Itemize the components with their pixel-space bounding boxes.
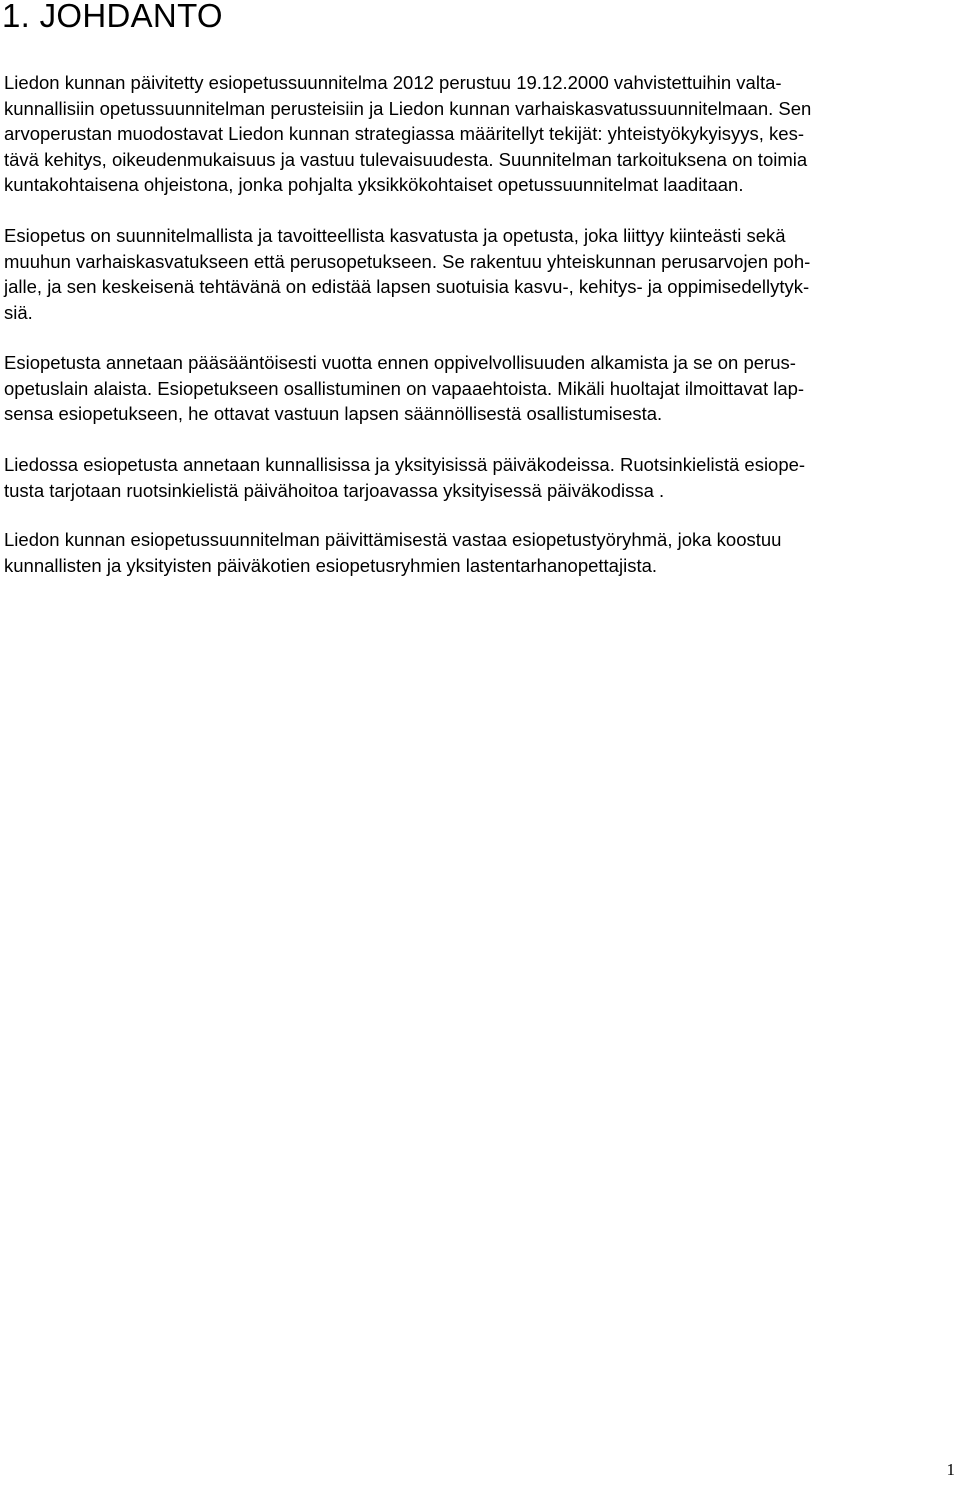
page-number: 1	[946, 1460, 955, 1479]
text-line: kunnallisiin opetussuunnitelman perusteisiin ja Liedon kunnan varhaiskasvatussuunnitelmaan. Sen	[4, 97, 812, 119]
text-line: tävä kehitys, oikeudenmukaisuus ja vastuu tulevaisuudesta. Suunnitelman tarkoituksena on toimia	[4, 148, 808, 170]
text-line: muuhun varhaiskasvatukseen että perusopetukseen. Se rakentuu yhteiskunnan perusarvojen poh-	[4, 250, 811, 272]
paragraph-intro	[4, 70, 960, 198]
paragraph-liedossa	[4, 452, 960, 503]
text-line: opetuslain alaista. Esiopetukseen osallistuminen on vapaaehtoista. Mikäli huoltajat ilmoittavat lap-	[4, 377, 805, 399]
text-line: sensa esiopetukseen, he ottavat vastuun lapsen säännöllisestä osallistumisesta.	[4, 403, 663, 424]
paragraph-esiopetus	[4, 223, 960, 325]
page-title: 1. JOHDANTO	[2, 0, 223, 34]
text-line: siä.	[4, 301, 33, 323]
paragraph-tyoryhma	[4, 527, 960, 578]
text-line: Liedon kunnan päivitetty esiopetussuunnitelma 2012 perustuu 19.12.2000 vahvistettuihin valta-	[4, 72, 782, 93]
text-line: Esiopetus on suunnitelmallista ja tavoitteellista kasvatusta ja opetusta, joka liittyy kiinteästi sekä	[4, 225, 786, 246]
text-line: arvoperustan muodostavat Liedon kunnan strategiassa määritellyt tekijät: yhteistyökykyisyys, kes-	[4, 123, 804, 144]
paragraph-annetaan	[4, 350, 960, 427]
text-line: Liedon kunnan esiopetussuunnitelman päivittämisestä vastaa esiopetustyöryhmä, joka koostuu	[4, 529, 782, 550]
text-line: Esiopetusta annetaan pääsääntöisesti vuotta ennen oppivelvollisuuden alkamista ja se on perus-	[4, 352, 796, 373]
text-line: jalle, ja sen keskeisenä tehtävänä on edistää lapsen suotuisia kasvu-, kehitys- ja oppimisedellytyk-	[4, 276, 810, 297]
text-line: tusta tarjotaan ruotsinkielistä päivähoitoa tarjoavassa yksityisessä päiväkodissa .	[4, 479, 665, 501]
text-line: kunnallisten ja yksityisten päiväkotien esiopetusryhmien lastentarhanopettajista.	[4, 554, 658, 576]
text-line: Liedossa esiopetusta annetaan kunnallisissa ja yksityisissä päiväkodeissa. Ruotsinkielistä esiope-	[4, 454, 806, 475]
text-line: kuntakohtaisena ohjeistona, jonka pohjalta yksikkökohtaiset opetussuunnitelmat laaditaan.	[4, 174, 744, 195]
